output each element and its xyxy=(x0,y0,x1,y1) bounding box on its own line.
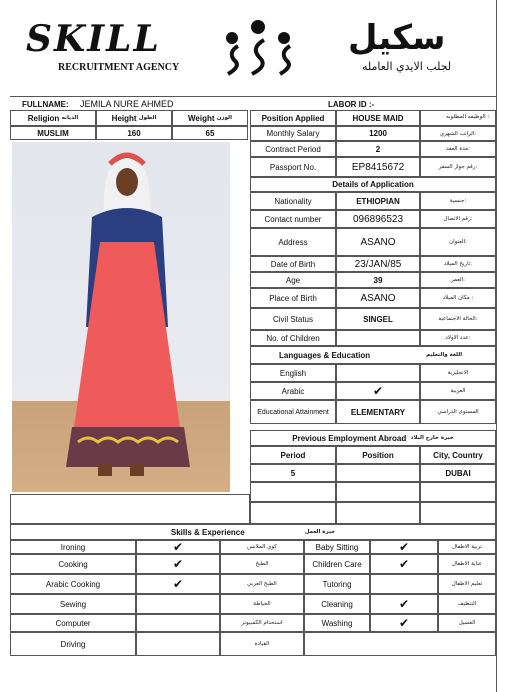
arabic-arabic: العربية xyxy=(420,382,496,400)
skill-check-icon: ✔ xyxy=(370,540,438,554)
languages-heading: Languages & Education اللغة والتعليم xyxy=(250,346,496,364)
employment-row-position xyxy=(336,464,420,482)
passport-value: EP8415672 xyxy=(336,157,420,177)
employment-col-position: Position xyxy=(336,446,420,464)
civil-status-arabic: الحالة الاجتماعية: xyxy=(420,308,496,330)
nationality-label: Nationality xyxy=(250,192,336,210)
skill-arabic: تربية الاطفال xyxy=(438,540,496,554)
contract-value: 2 xyxy=(336,141,420,157)
dob-label: Date of Birth xyxy=(250,256,336,272)
brand-tagline-arabic: لجلب الايدي العامله xyxy=(362,60,452,73)
salary-arabic: الراتب الشهري: xyxy=(420,126,496,141)
skill-arabic: استخدام الكمبيوتر xyxy=(220,614,304,632)
civil-status-value: SINGEL xyxy=(336,308,420,330)
employment-empty-row xyxy=(336,502,420,524)
skill-arabic: كوي الملابس xyxy=(220,540,304,554)
address-label: Address xyxy=(250,228,336,256)
height-header: Height الطول xyxy=(96,110,172,126)
skill-check-icon xyxy=(370,574,438,594)
employment-col-period: Period xyxy=(250,446,336,464)
employment-row-period: 5 xyxy=(250,464,336,482)
skill-arabic: عناية الاطفال xyxy=(438,554,496,574)
passport-arabic: رقم جواز السفر: xyxy=(420,157,496,177)
skill-label: Cooking xyxy=(10,554,136,574)
salary-value: 1200 xyxy=(336,126,420,141)
pob-arabic: مكان الميلاد : xyxy=(420,288,496,308)
person-figure-icon xyxy=(12,142,230,492)
children-label: No. of Children xyxy=(250,330,336,346)
dob-arabic: تاريخ الميلاد: xyxy=(420,256,496,272)
fullname-label: FULLNAME: xyxy=(22,100,69,109)
skill-check-icon: ✔ xyxy=(136,540,220,554)
civil-status-label: Civil Status xyxy=(250,308,336,330)
address-value: ASANO xyxy=(336,228,420,256)
logo-people-icon xyxy=(218,18,298,78)
blank-row xyxy=(10,494,250,524)
english-value xyxy=(336,364,420,382)
employment-empty-row xyxy=(250,482,336,502)
nationality-arabic: جنسية: xyxy=(420,192,496,210)
skill-label: Computer xyxy=(10,614,136,632)
religion-value: MUSLIM xyxy=(10,126,96,140)
employment-col-country: City, Country xyxy=(420,446,496,464)
weight-value: 65 xyxy=(172,126,248,140)
skill-arabic: التنظيف xyxy=(438,594,496,614)
education-label: Educational Attainment xyxy=(250,400,336,424)
education-value: ELEMENTARY xyxy=(336,400,420,424)
employment-empty-row xyxy=(250,502,336,524)
employment-heading: Previous Employment Abroad خبرة خارج البلاد xyxy=(250,430,496,446)
details-heading: Details of Application xyxy=(250,177,496,192)
address-arabic: العنوان: xyxy=(420,228,496,256)
brand-tagline: RECRUITMENT AGENCY xyxy=(58,62,180,73)
weight-header: Weight الوزن xyxy=(172,110,248,126)
education-arabic: المستوى الدراسي xyxy=(420,400,496,424)
position-applied-label: Position Applied xyxy=(250,110,336,126)
contract-arabic: مدة العقد: xyxy=(420,141,496,157)
nationality-value: ETHIOPIAN xyxy=(336,192,420,210)
passport-label: Passport No. xyxy=(250,157,336,177)
skill-empty xyxy=(304,632,496,656)
contract-label: Contract Period xyxy=(250,141,336,157)
arabic-check-icon: ✔ xyxy=(336,382,420,400)
labor-id-label: LABOR ID :- xyxy=(328,100,375,109)
position-arabic-cell xyxy=(420,110,496,126)
employment-empty-row xyxy=(420,482,496,502)
skill-label: Cleaning xyxy=(304,594,370,614)
skill-label: Driving xyxy=(10,632,136,656)
applicant-photo xyxy=(12,142,230,492)
age-arabic: العمر: xyxy=(420,272,496,288)
age-label: Age xyxy=(250,272,336,288)
brand-logo-text: SKILL xyxy=(26,18,161,60)
skill-check-icon xyxy=(136,632,220,656)
skill-label: Tutoring xyxy=(304,574,370,594)
skill-arabic: الخياطة xyxy=(220,594,304,614)
skill-label: Washing xyxy=(304,614,370,632)
dob-value: 23/JAN/85 xyxy=(336,256,420,272)
skill-label: Arabic Cooking xyxy=(10,574,136,594)
contact-arabic: رقم الاتصال: xyxy=(420,210,496,228)
skill-label: Children Care xyxy=(304,554,370,574)
skill-check-icon: ✔ xyxy=(370,554,438,574)
position-arabic-label: الوظيفه المطلوبه : xyxy=(446,114,490,120)
age-value: 39 xyxy=(336,272,420,288)
page-border xyxy=(496,0,497,692)
salary-label: Monthly Salary xyxy=(250,126,336,141)
skill-check-icon xyxy=(136,614,220,632)
skill-check-icon: ✔ xyxy=(136,574,220,594)
skill-arabic: الغسيل xyxy=(438,614,496,632)
pob-label: Place of Birth xyxy=(250,288,336,308)
skill-arabic: الطبخ العربي xyxy=(220,574,304,594)
skill-label: Sewing xyxy=(10,594,136,614)
pob-value: ASANO xyxy=(336,288,420,308)
skills-heading: Skills & Experience خبرة العمل xyxy=(10,524,496,540)
skill-check-icon xyxy=(136,594,220,614)
fullname-value: JEMILA NURE AHMED xyxy=(80,99,174,109)
skill-arabic: تعليم الاطفال xyxy=(438,574,496,594)
children-value xyxy=(336,330,420,346)
employment-empty-row xyxy=(336,482,420,502)
skill-arabic: الطبخ xyxy=(220,554,304,574)
employment-empty-row xyxy=(420,502,496,524)
arabic-label: Arabic xyxy=(250,382,336,400)
position-applied-value: HOUSE MAID xyxy=(336,110,420,126)
english-arabic: الانجليزية xyxy=(420,364,496,382)
children-arabic: عدد الاولاد: xyxy=(420,330,496,346)
english-label: English xyxy=(250,364,336,382)
skill-label: Ironing xyxy=(10,540,136,554)
skill-label: Baby Sitting xyxy=(304,540,370,554)
employment-row-country: DUBAI xyxy=(420,464,496,482)
contact-value: 096896523 xyxy=(336,210,420,228)
skill-check-icon: ✔ xyxy=(370,614,438,632)
skill-arabic: القيادة xyxy=(220,632,304,656)
religion-header: Religion الديانه xyxy=(10,110,96,126)
skill-check-icon: ✔ xyxy=(370,594,438,614)
skill-check-icon: ✔ xyxy=(136,554,220,574)
contact-label: Contact number xyxy=(250,210,336,228)
height-value: 160 xyxy=(96,126,172,140)
brand-logo-arabic: سكيل xyxy=(348,18,446,58)
